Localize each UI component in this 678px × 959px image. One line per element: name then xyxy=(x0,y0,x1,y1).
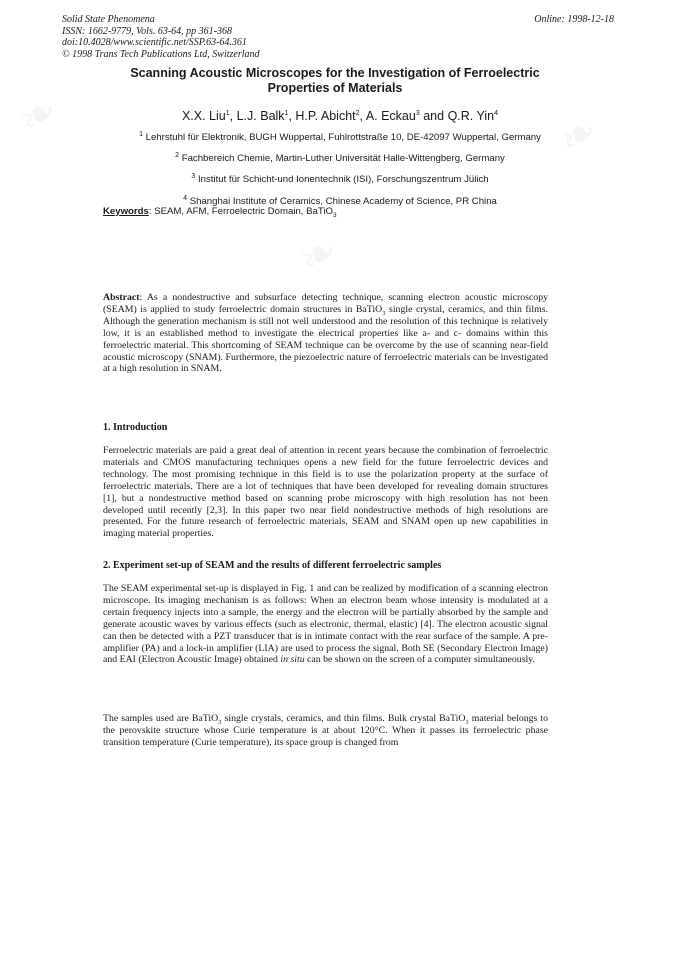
affiliation-sup: 2 xyxy=(175,152,180,160)
samples-sub-1: 3 xyxy=(218,718,222,726)
author-sup: 1 xyxy=(225,109,230,117)
affiliation-sup: 4 xyxy=(183,194,188,202)
watermark-glyph: ❧ xyxy=(549,104,608,167)
samples-text-a: The samples used are BaTiO xyxy=(103,713,219,724)
affiliation-line xyxy=(60,147,620,168)
author-sup: 4 xyxy=(494,109,499,117)
experiment-paragraph-2 xyxy=(103,713,548,749)
section-heading-introduction: 1. Introduction xyxy=(103,422,168,433)
affiliation-list xyxy=(60,126,620,211)
keywords-line: Keywords: SEAM, AFM, Ferroelectric Domain, BaTiO$_3$ xyxy=(103,206,337,219)
author-name: Q.R. Yin xyxy=(447,109,495,123)
doi-line[interactable]: doi:10.4028/www.scientific.net/SSP.63-64.361 xyxy=(62,37,247,48)
watermark-glyph: ❧ xyxy=(9,84,68,147)
affiliation-text: Institut für Schicht-und Ionentechnik (ISI), Forschungszentrum Jülich xyxy=(197,174,489,186)
paper-title: Scanning Acoustic Microscopes for the Investigation of Ferroelectric Properties of Materials xyxy=(130,66,540,95)
copyright-line: © 1998 Trans Tech Publications Ltd, Switzerland xyxy=(62,48,260,60)
affiliation-text: Fachbereich Chemie, Martin-Luther Universität Halle-Wittengberg, Germany xyxy=(181,153,505,165)
watermark-glyph: ❧ xyxy=(289,224,348,287)
experiment-paragraph-1 xyxy=(103,583,548,666)
abstract-paragraph: Abstract: As a nondestructive and subsurface detecting technique, scanning electron acoustic microscopy (SEAM) is applied to study ferroelectric domain structures in BaTiO$_3$ single crystal, ceramics, and thin films. Although the generation mechanism is still not well understood and the resolution of this technique is relatively low, it is an established method to investigate the electrical properties like a- and c- domains within this ferroelectric material. This shortcoming of SEAM technique can be overcome by the use of scanning near-field acoustic microscopy (SNAM). Furthermore, the piezoelectric nature of ferroelectric materials can be investigated at a high resolution in SNAM. xyxy=(103,292,548,375)
author-name: H.P. Abicht xyxy=(295,109,356,123)
journal-header xyxy=(62,14,392,60)
samples-sub-2: 3 xyxy=(465,718,469,726)
authors-and: and xyxy=(423,109,445,123)
samples-text-b: single crystals, ceramics, and thin films. Bulk crystal BaTiO xyxy=(221,713,466,724)
affiliation-sup: 3 xyxy=(191,173,196,181)
introduction-paragraph: Ferroelectric materials are paid a great deal of attention in recent years because the combination of ferroelectric materials and CMOS manufacturing techniques opens a new field for the future ferroelectric devices and technology. The most promising technique in this field is to use the polarization property at the surface of ferroelectric materials. There are a lot of techniques that have been developed for revealing domain structures [1], but a nondestructive method based on scanning probe microscopy with high resolution has not been developed until recently [2,3]. In this paper two near field nondestructive methods of high resolutions are presented. For the future research of ferroelectric materials, SEAM and SNAM open up new capabilities in imaging material properties. xyxy=(103,445,548,540)
keywords-sub: 3 xyxy=(332,211,337,219)
author-sup: 3 xyxy=(415,109,420,117)
experiment-italic: in situ xyxy=(280,654,305,666)
abstract-sub: 3 xyxy=(382,309,386,317)
affiliation-text: Lehrstuhl für Elektronik, BUGH Wuppertal, Fuhlrottstraße 10, DE-42097 Wuppertal, Germany xyxy=(145,132,541,144)
section-heading-experiment: 2. Experiment set-up of SEAM and the results of different ferroelectric samples xyxy=(103,560,442,571)
affiliation-line xyxy=(60,126,620,147)
affiliation-line xyxy=(60,168,620,189)
samples-text-c: material belongs to the perovskite structure whose Curie temperature is at about 120°C. When it passes its ferroelectric phase transition temperature (Curie temperature), its space group is changed from xyxy=(103,713,549,748)
author-name: X.X. Liu xyxy=(181,109,226,123)
experiment-text: The SEAM experimental set-up is displayed in Fig. 1 and can be realized by modification of a scanning electron microscope. Its imaging mechanism is as follows: When an electron beam whose intensity is modulated at a certain frequency injects into a sample, the energy and the electron will be partially absorbed by the sample and generate acoustic waves by various effects (such as electronic, thermal, elastic) [4]. The electron acoustic signal can then be detected with a PZT transducer that is in intimate contact with the rear surface of the sample. A pre-amplifier (PA) and a lock-in amplifier (LIA) are used to process the signal. Both SE (Secondary Electron Image) and EAI (Electron Acoustic Image) obtained xyxy=(103,583,548,666)
abstract-label: Abstract xyxy=(103,292,140,303)
keywords-text: SEAM, AFM, Ferroelectric Domain, BaTiO xyxy=(154,206,333,217)
abstract-text: As a nondestructive and subsurface detecting technique, scanning electron acoustic microscopy (SEAM) is applied to study ferroelectric domain structures in BaTiO xyxy=(103,292,548,315)
affiliation-text: Shanghai Institute of Ceramics, Chinese Academy of Science, PR China xyxy=(189,195,497,207)
author-sup: 1 xyxy=(284,109,289,117)
author-list: X.X. Liu$^1$, L.J. Balk$^1$, H.P. Abicht$^2$, A. Eckau$^3$ and Q.R. Yin$^4$ xyxy=(181,109,499,123)
author-name: A. Eckau xyxy=(365,109,416,123)
issn-line: ISSN: 1662-9779, Vols. 63-64, pp 361-368 xyxy=(62,25,232,37)
abstract-text-cont: single crystal, ceramics, and thin films. Although the generation mechanism is still not well understood and the resolution of this technique is relatively low, it is an established method to investigate the electrical properties like a- and c- domains within this ferroelectric material. This shortcoming of SEAM technique can be overcome by the use of scanning near-field acoustic microscopy (SNAM). Furthermore, the piezoelectric nature of ferroelectric materials can be investigated at a high resolution in SNAM. xyxy=(103,303,548,375)
author-sup: 2 xyxy=(355,109,360,117)
author-name: L.J. Balk xyxy=(236,109,285,123)
keywords-label: Keywords xyxy=(103,206,149,217)
online-date: Online: 1998-12-18 xyxy=(534,14,614,25)
experiment-text-cont: can be shown on the screen of a computer simultaneously. xyxy=(304,654,535,666)
affiliation-sup: 1 xyxy=(139,131,143,138)
journal-name: Solid State Phenomena xyxy=(62,14,155,25)
